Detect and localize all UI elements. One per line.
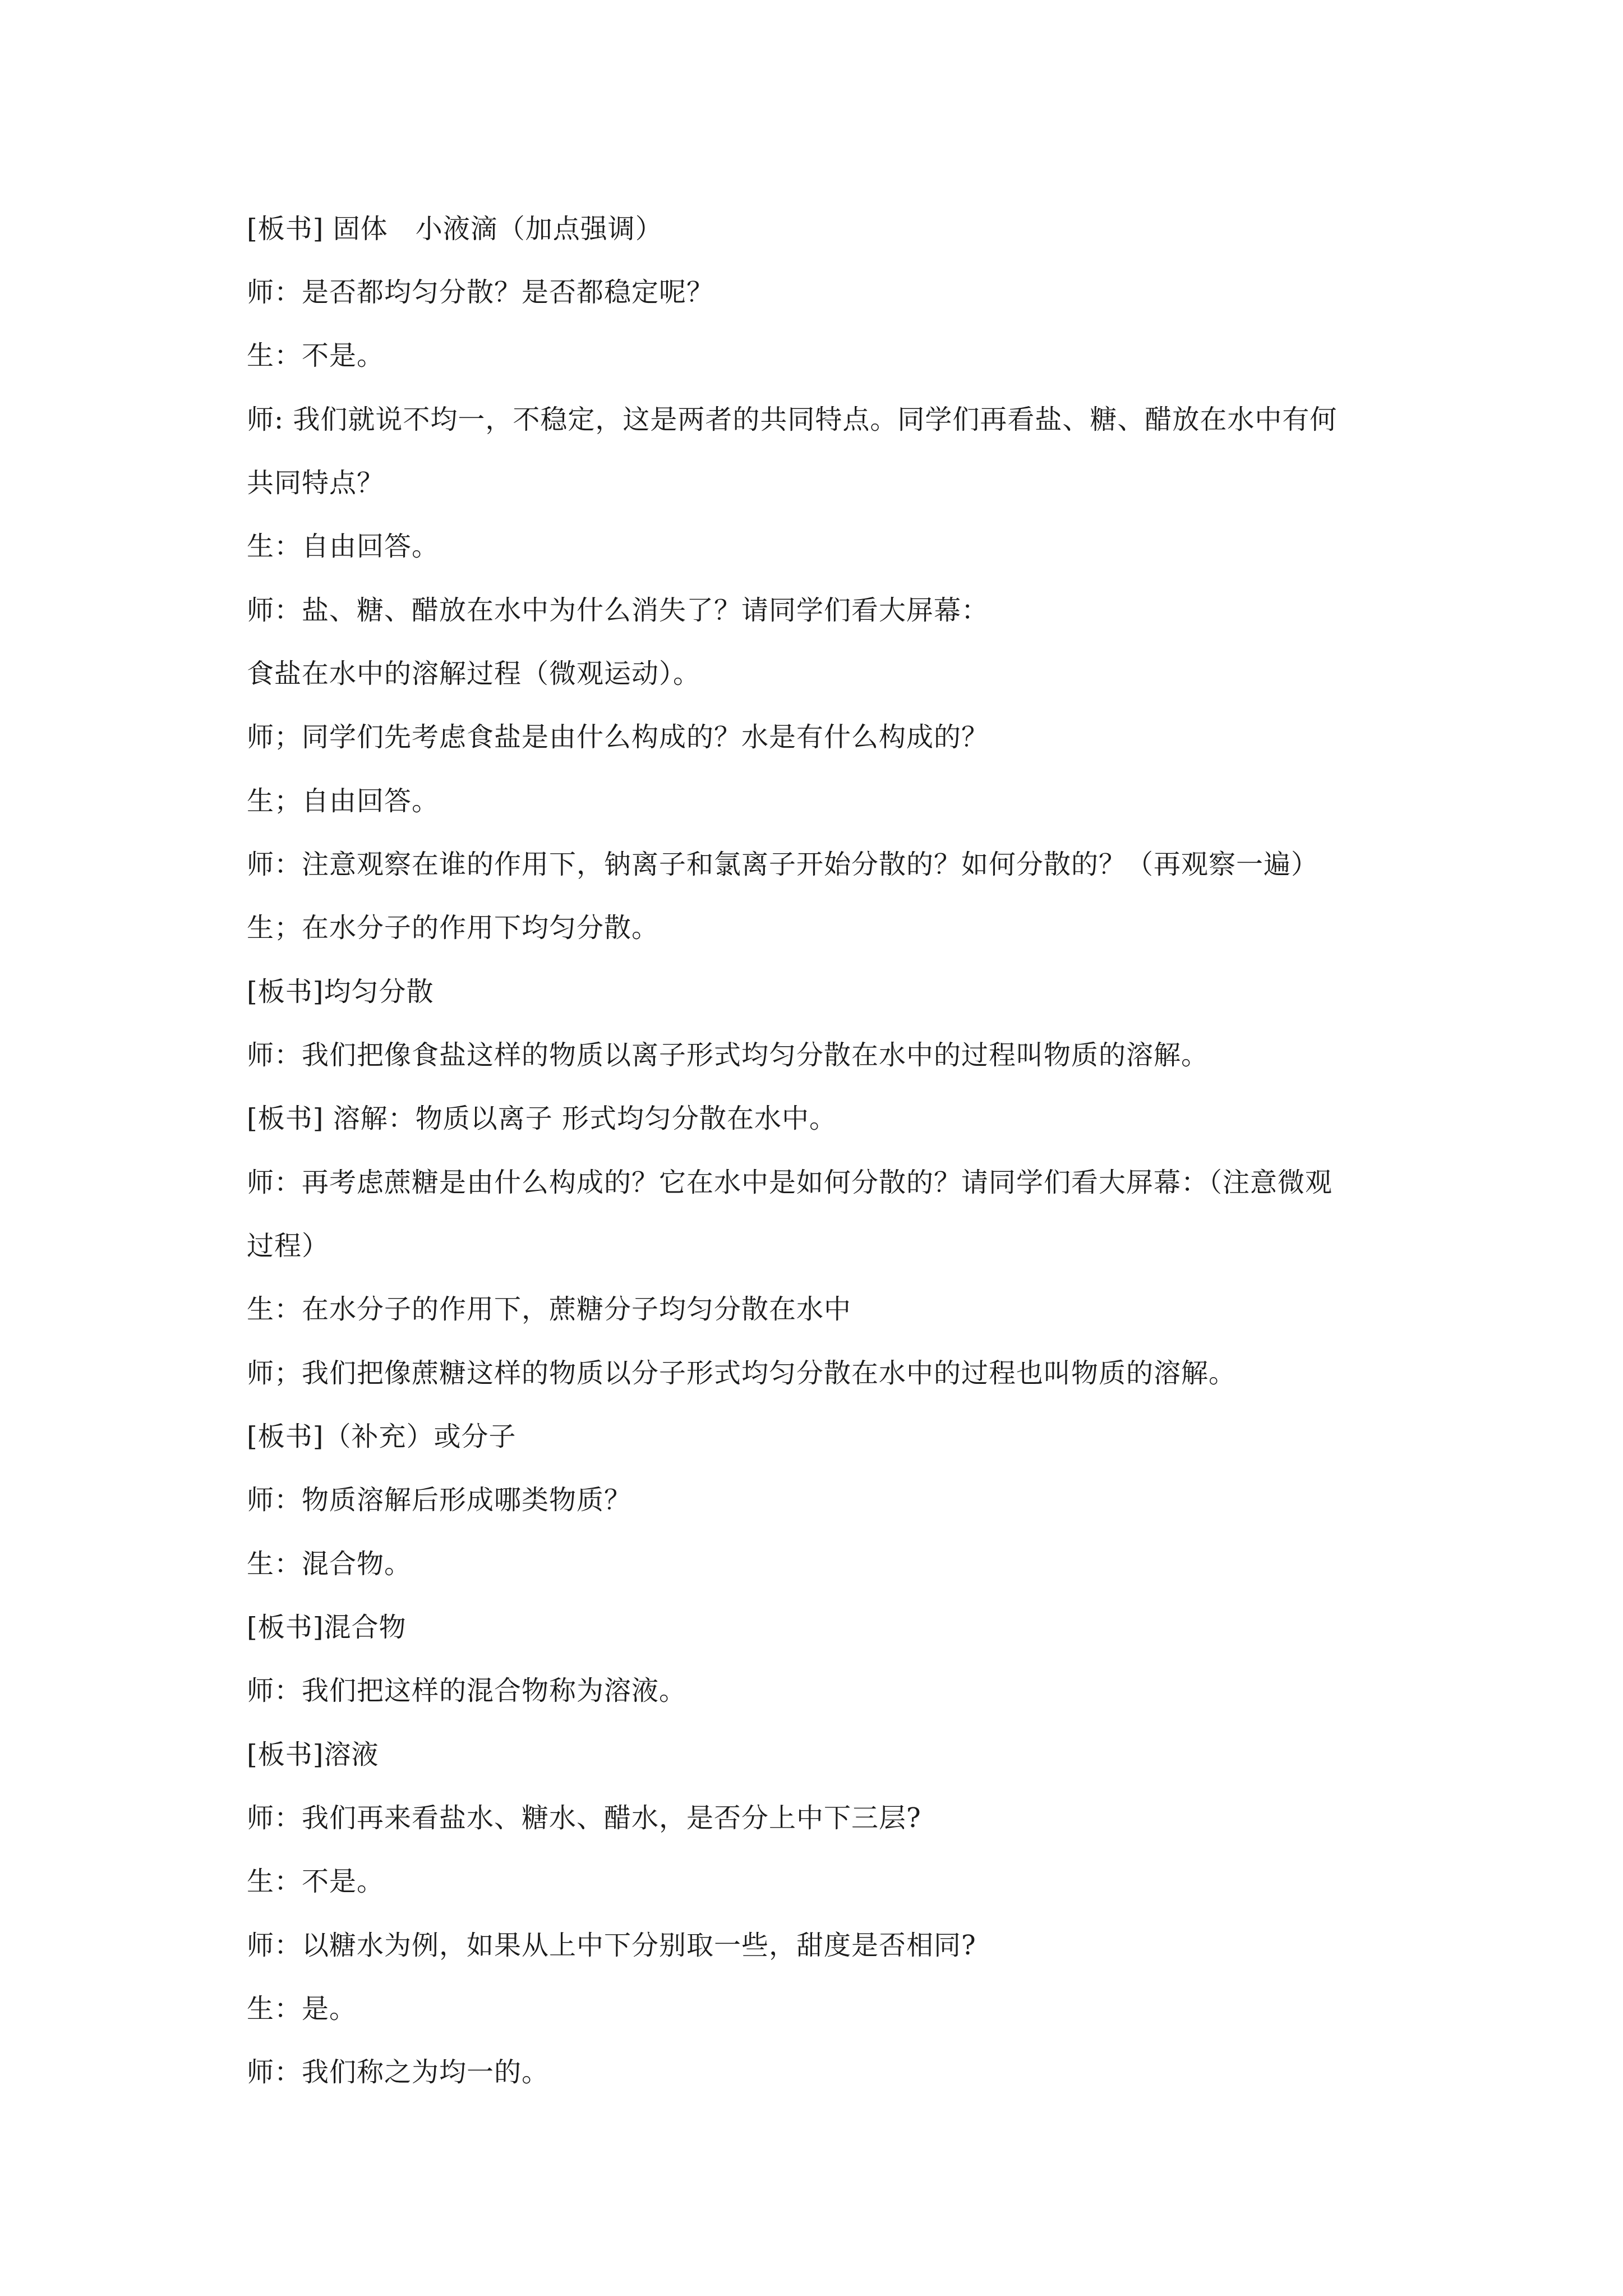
teacher-line: 师：我们把像食盐这样的物质以离子形式均匀分散在水中的过程叫物质的溶解。 bbox=[247, 1039, 1209, 1071]
teacher-line: 师：注意观察在谁的作用下，钠离子和氯离子开始分散的？如何分散的？（再观察一遍） bbox=[247, 849, 1319, 880]
teacher-line: 师：我们再来看盐水、糖水、醋水，是否分上中下三层? bbox=[247, 1802, 921, 1834]
board-note-line: [板书]均匀分散 bbox=[247, 976, 434, 1007]
student-line: 生：自由回答。 bbox=[247, 531, 440, 562]
teacher-line: 师：是否都均匀分散？是否都稳定呢？ bbox=[247, 277, 714, 308]
teacher-line: 师：再考虑蔗糖是由什么构成的？它在水中是如何分散的？请同学们看大屏幕：（注意微观 bbox=[247, 1167, 1333, 1198]
teacher-line-continued: 过程） bbox=[247, 1230, 330, 1262]
teacher-line: 师：物质溶解后形成哪类物质？ bbox=[247, 1484, 632, 1516]
student-line: 生；自由回答。 bbox=[247, 785, 440, 817]
student-line: 生：是。 bbox=[247, 1993, 357, 2024]
teacher-line: 师：我们称之为均一的。 bbox=[247, 2056, 550, 2088]
board-note-line: [板书] 固体 小液滴（加点强调） bbox=[247, 213, 663, 245]
teacher-line: 师：以糖水为例，如果从上中下分别取一些，甜度是否相同? bbox=[247, 1930, 976, 1961]
student-line: 生：不是。 bbox=[247, 340, 385, 371]
teacher-line-continued: 共同特点？ bbox=[247, 467, 385, 499]
student-line: 生：不是。 bbox=[247, 1866, 385, 1897]
student-line: 生：混合物。 bbox=[247, 1548, 412, 1580]
teacher-line: 师；我们把像蔗糖这样的物质以分子形式均匀分散在水中的过程也叫物质的溶解。 bbox=[247, 1358, 1237, 1389]
teacher-line: 师；同学们先考虑食盐是由什么构成的？水是有什么构成的？ bbox=[247, 721, 989, 753]
narration-line: 食盐在水中的溶解过程（微观运动）。 bbox=[247, 658, 701, 689]
board-note-line: [板书]混合物 bbox=[247, 1612, 407, 1643]
board-note-line: [板书] 溶解：物质以离子 形式均匀分散在水中。 bbox=[247, 1103, 837, 1134]
board-note-line: [板书]溶液 bbox=[247, 1739, 379, 1770]
student-line: 生：在水分子的作用下，蔗糖分子均匀分散在水中 bbox=[247, 1294, 852, 1325]
teacher-line: 师: 我们就说不均一，不稳定，这是两者的共同特点。同学们再看盐、糖、醋放在水中有何 bbox=[247, 404, 1338, 435]
student-line: 生；在水分子的作用下均匀分散。 bbox=[247, 912, 660, 944]
teacher-line: 师：盐、糖、醋放在水中为什么消失了？请同学们看大屏幕： bbox=[247, 595, 989, 626]
board-note-line: [板书]（补充）或分子 bbox=[247, 1421, 517, 1452]
teacher-line: 师：我们把这样的混合物称为溶液。 bbox=[247, 1675, 687, 1706]
